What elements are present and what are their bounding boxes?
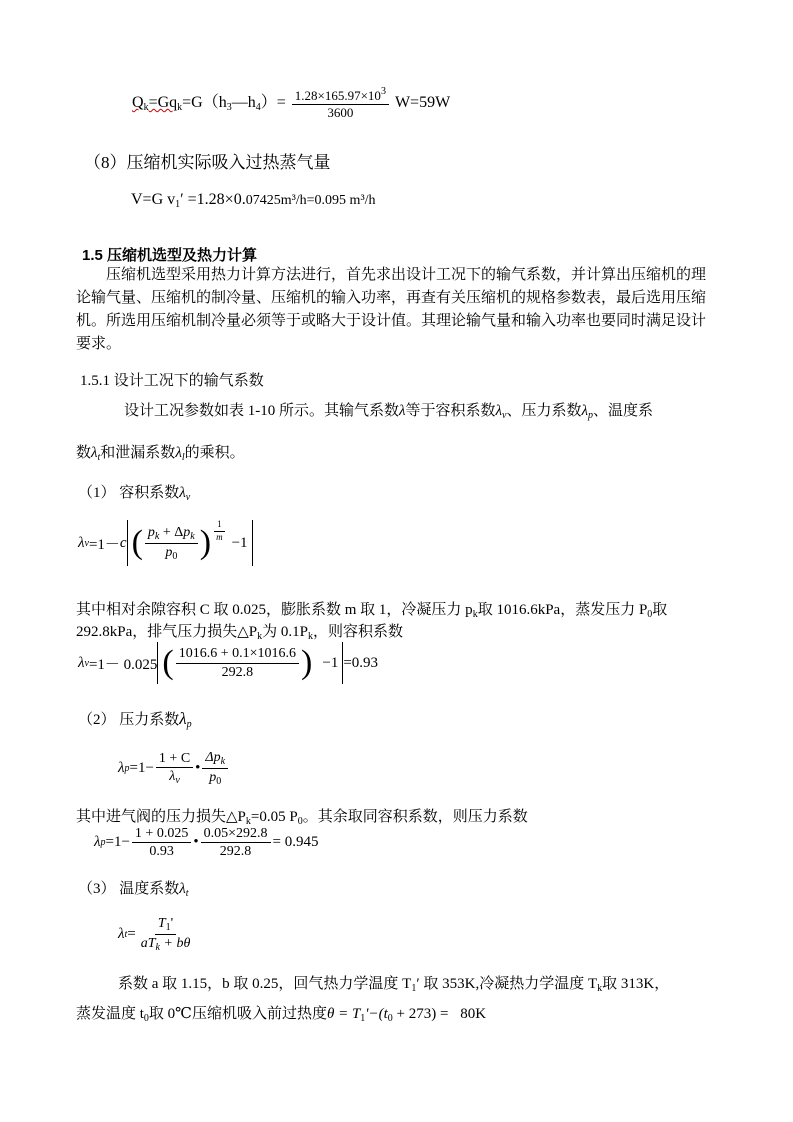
equation-qk: $Q_k=Gq_k=G(h_3—h_4)=$ $\frac{1.28\times 165.97\times 10^3}{3600}$ W=59W: [132, 86, 451, 121]
equation-lambda-p-numeric: λ p =1− $\frac{1 + 0.025}{0.93}$ • $\frac{0.05\times 292.8}{292.8}$ = 0.945: [94, 826, 319, 860]
qk-fraction: $\frac{1.28\times 165.97\times 10^3}{3600}$: [292, 86, 389, 121]
equation-lambda-v-numeric: λ v =1－ 0.025 ( $\frac{1016.6 + 0.1\times 1016.6}{292.8}$ ) −1 =0.93: [78, 642, 378, 684]
para4: 其中进气阀的压力损失$\triangle P_k=0.05$ $P_0$。其余取同容积系数，则压力系数: [76, 809, 528, 827]
equation-lambda-t: λ t = $\frac{T_1'}{aT_k + b\theta}$: [118, 916, 191, 953]
equation-lambda-p: λ p =1− $\frac{1 + C}{\lambda_v}$ • $\frac{\Delta p_k}{p_0}$: [118, 750, 230, 787]
para5-line2: 蒸发温度 $t_0$取 0℃压缩机吸入前过热度$\theta = T_1'-(t_0 + 273) = 80K$: [76, 1006, 487, 1024]
item-1-heading: （1） 容积系数$\lambda_v$: [78, 485, 191, 503]
equation-lambda-v: λ v =1－ c ( $\frac{p_k + \Delta p_k}{p_0}$ ) $\frac{1}{m}$ −1: [78, 520, 253, 566]
section-heading: 1.5 压缩机选型及热力计算: [82, 247, 258, 264]
item-3-heading: （3） 温度系数$\lambda_t$: [78, 881, 189, 899]
para2-line2: 数$\lambda_t$和泄漏系数$\lambda_l$的乘积。: [76, 445, 245, 463]
para2-line1: 设计工况参数如表 1-10 所示。其输气系数λ等于容积系数$\lambda_v$、压力系数$\lambda_p$、温度系: [124, 403, 653, 421]
item-8-heading: （8）压缩机实际吸入过热蒸气量: [84, 153, 331, 172]
para3-line1: 其中相对余隙容积 C 取 0.025，膨胀系数 m 取 1，冷凝压力 $p_k$取 1016.6kPa，蒸发压力 $P_0$取: [76, 602, 668, 620]
para3-line2: 292.8kPa，排气压力损失$\triangle P_k$为 $0.1P_k$，则容积系数: [76, 624, 403, 642]
qk-symbol: $Q_k=Gq_k$: [132, 93, 183, 113]
item-2-heading: （2） 压力系数$\lambda_p$: [78, 709, 192, 730]
subsection-heading: 1.5.1 设计工况下的输气系数: [80, 373, 264, 389]
intro-paragraph: 压缩机选型采用热力计算方法进行，首先求出设计工况下的输气系数，并计算出压缩机的理论输气量、压缩机的制冷量、压缩机的输入功率，再查有关压缩机的规格参数表，最后选用压缩机。所选用压缩机制冷量必须等于或略大于设计值。其理论输气量和输入功率也要同时满足设计要求。: [76, 267, 707, 352]
para5-line1: 系数 a 取 1.15，b 取 0.25，回气热力学温度 $T_1'$ 取 353K,冷凝热力学温度 $T_k$取 313K，: [118, 976, 670, 994]
equation-v: V=G $v_1' =1.28\times 0.07425m^3/h=0.095$ m³/h: [131, 191, 376, 210]
